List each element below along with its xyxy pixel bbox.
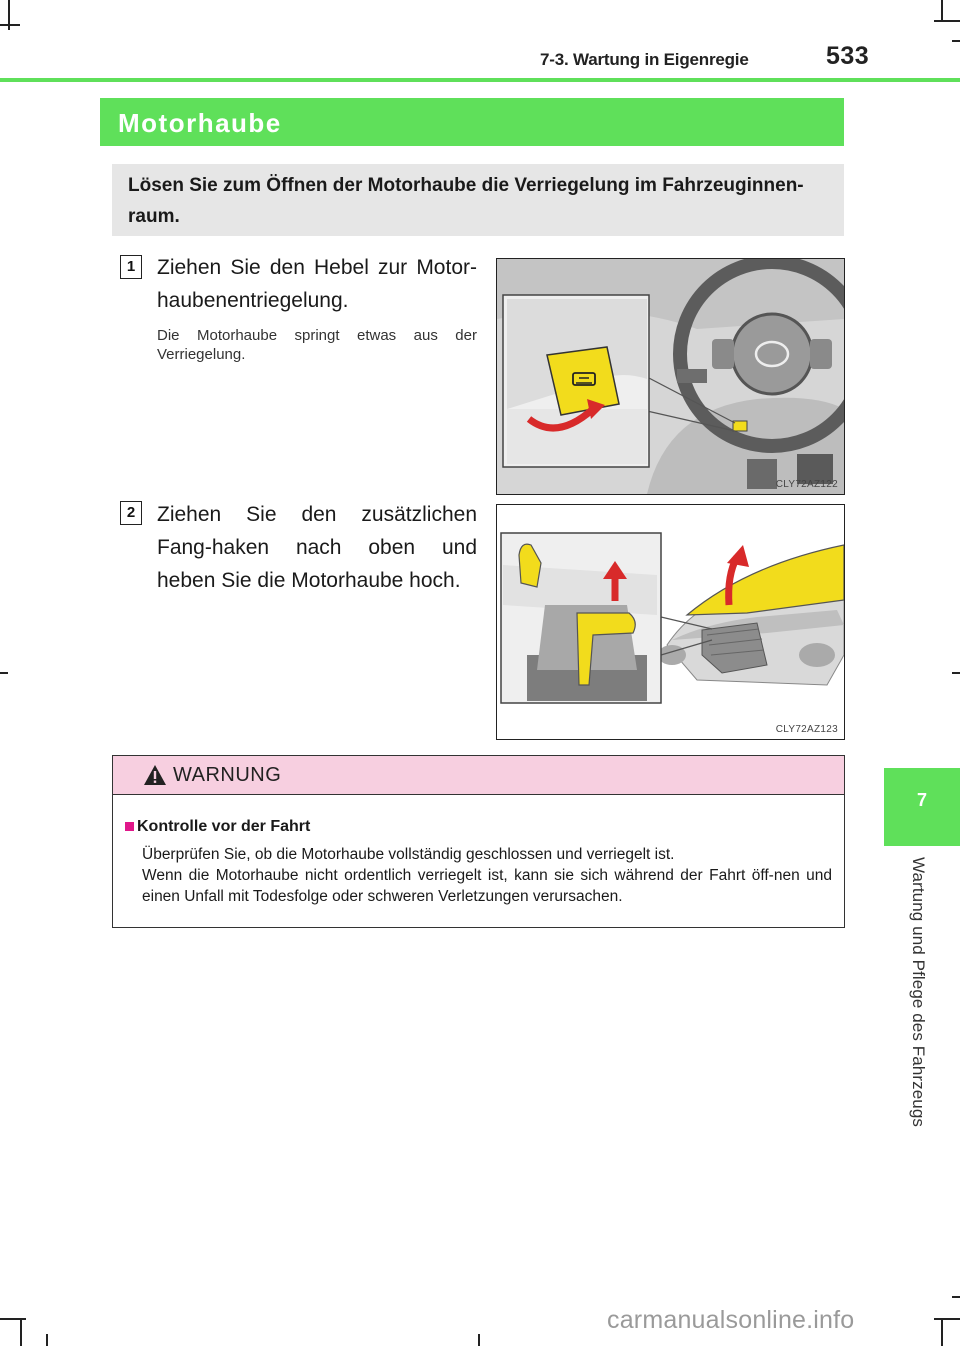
chapter-number: 7 [916, 790, 927, 810]
chapter-tab [884, 768, 960, 846]
page-title-bar [100, 98, 844, 146]
crop-mark [478, 1334, 480, 1346]
step-number-1: 1 [120, 255, 142, 279]
warning-paragraph: Wenn die Motorhaube nicht ordentlich verriegelt ist, kann sie sich während der Fahrt öff-nen und einen Unfall mit Todesfolge oder schweren Verletzungen verursachen. [142, 867, 832, 905]
step-1-note: Die Motorhaube springt etwas aus der Verriegelung. [157, 327, 477, 363]
chapter-title-vertical: Wartung und Pflege des Fahrzeugs [909, 857, 928, 1128]
crop-mark [952, 1296, 960, 1298]
header-rule [0, 78, 960, 82]
figure-hood-release-lever [496, 258, 845, 495]
intro-box [112, 164, 844, 236]
warning-subtitle: Kontrolle vor der Fahrt [137, 818, 311, 835]
warning-title: WARNUNG [173, 764, 282, 786]
square-bullet-icon [125, 822, 134, 831]
crop-mark [952, 672, 960, 674]
step-number-2: 2 [120, 501, 142, 525]
figure-code: CLY72AZ122 [775, 479, 838, 490]
step-2-text: Ziehen Sie den zusätzlichen Fang-haken nach oben und heben Sie die Motorhaube hoch. [157, 503, 477, 592]
warning-triangle-icon [143, 764, 167, 786]
section-title: 7-3. Wartung in Eigenregie [540, 50, 749, 69]
intro-text: Lösen Sie zum Öffnen der Motorhaube die Verriegelung im Fahrzeuginnen-raum. [128, 175, 804, 227]
watermark: carmanualsonline.info [607, 1306, 855, 1334]
crop-mark [934, 20, 960, 22]
crop-mark [0, 1318, 26, 1320]
crop-mark [20, 1318, 22, 1346]
hood-release-illustration [497, 259, 844, 494]
crop-mark [941, 0, 943, 20]
crop-mark [934, 1318, 960, 1320]
crop-mark [952, 40, 960, 42]
page-title: Motorhaube [118, 108, 282, 138]
warning-box [112, 755, 845, 928]
crop-mark [46, 1334, 48, 1346]
page-number: 533 [826, 42, 870, 70]
figure-hood-safety-catch [496, 504, 845, 740]
warning-body [142, 844, 832, 907]
crop-mark [0, 24, 20, 26]
safety-catch-illustration [497, 505, 844, 739]
step-1-text: Ziehen Sie den Hebel zur Motor-haubenentriegelung. [157, 256, 477, 312]
crop-mark [8, 0, 10, 30]
crop-mark [941, 1318, 943, 1346]
warning-header [113, 756, 844, 795]
warning-paragraph: Überprüfen Sie, ob die Motorhaube vollständig geschlossen und verriegelt ist. [142, 846, 675, 863]
crop-mark [0, 672, 8, 674]
figure-code: CLY72AZ123 [775, 724, 838, 735]
